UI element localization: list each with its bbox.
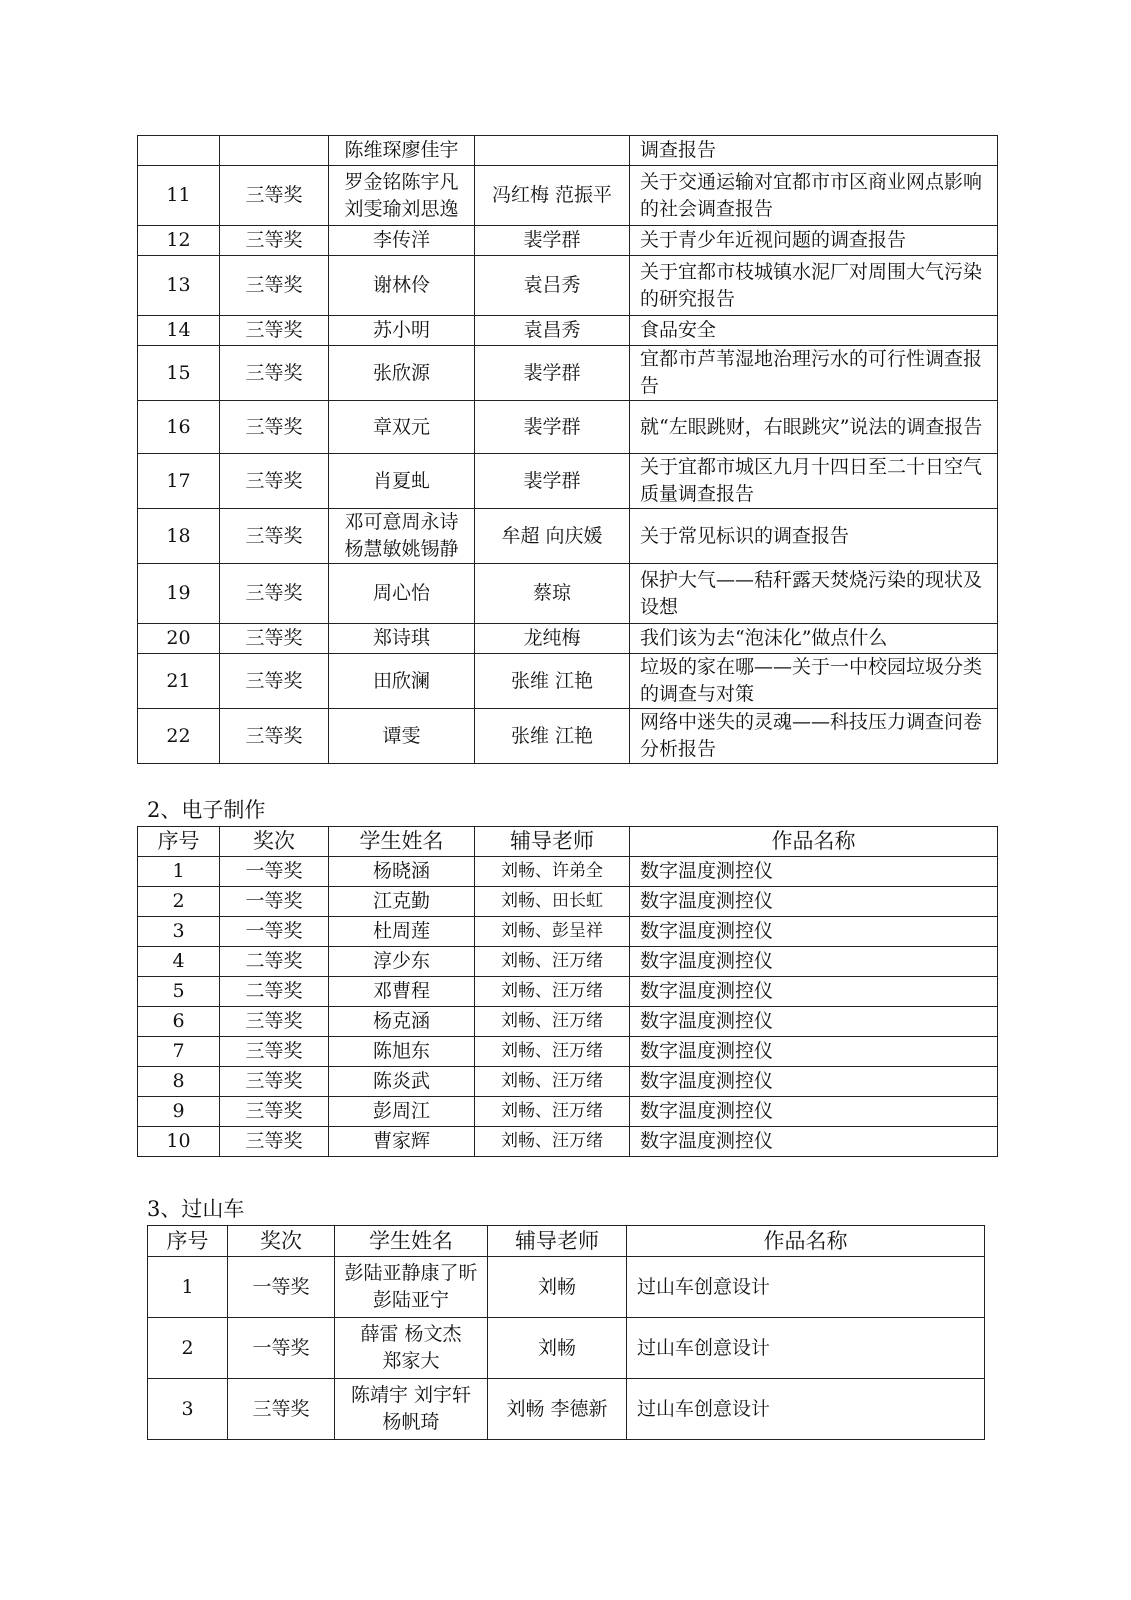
cell-no: 8 bbox=[138, 1067, 220, 1097]
cell-award: 三等奖 bbox=[220, 654, 329, 709]
cell-award: 三等奖 bbox=[220, 1037, 329, 1067]
table-row bbox=[138, 709, 998, 764]
cell-work: 关于交通运输对宜都市市区商业网点影响的社会调查报告 bbox=[630, 166, 998, 226]
table-row bbox=[138, 226, 998, 256]
cell-students: 杨克涵 bbox=[329, 1007, 475, 1037]
cell-teachers: 刘畅 李德新 bbox=[488, 1379, 627, 1440]
cell-work: 垃圾的家在哪——关于一中校园垃圾分类的调查与对策 bbox=[630, 654, 998, 709]
cell-students: 李传洋 bbox=[329, 226, 475, 256]
cell-award: 三等奖 bbox=[220, 226, 329, 256]
cell-teachers: 刘畅、汪万绪 bbox=[475, 947, 630, 977]
header-students: 学生姓名 bbox=[335, 1226, 488, 1257]
table-row bbox=[138, 857, 998, 887]
cell-work: 调查报告 bbox=[630, 136, 998, 166]
cell-award: 一等奖 bbox=[220, 887, 329, 917]
cell-no: 1 bbox=[148, 1257, 228, 1318]
cell-teachers: 冯红梅 范振平 bbox=[475, 166, 630, 226]
cell-no bbox=[138, 136, 220, 166]
cell-students: 谭雯 bbox=[329, 709, 475, 764]
cell-teachers: 裴学群 bbox=[475, 346, 630, 401]
cell-teachers: 刘畅、许弟全 bbox=[475, 857, 630, 887]
cell-award: 三等奖 bbox=[220, 1097, 329, 1127]
cell-no: 14 bbox=[138, 316, 220, 346]
cell-students: 邓可意周永诗 杨慧敏姚锡静 bbox=[329, 509, 475, 564]
cell-award: 三等奖 bbox=[228, 1379, 335, 1440]
cell-work: 数字温度测控仪 bbox=[630, 1037, 998, 1067]
table-row bbox=[138, 1127, 998, 1157]
cell-students: 陈维琛廖佳宇 bbox=[329, 136, 475, 166]
cell-no: 20 bbox=[138, 624, 220, 654]
cell-teachers: 刘畅 bbox=[488, 1318, 627, 1379]
cell-work: 数字温度测控仪 bbox=[630, 1127, 998, 1157]
cell-teachers: 裴学群 bbox=[475, 401, 630, 454]
table-row bbox=[138, 1007, 998, 1037]
cell-teachers: 刘畅、田长虹 bbox=[475, 887, 630, 917]
cell-award: 三等奖 bbox=[220, 346, 329, 401]
table-row bbox=[138, 1067, 998, 1097]
cell-award bbox=[220, 136, 329, 166]
cell-no: 13 bbox=[138, 256, 220, 316]
header-teachers: 辅导老师 bbox=[475, 827, 630, 857]
section-title-roller-coaster: 3、过山车 bbox=[147, 1197, 245, 1221]
cell-no: 1 bbox=[138, 857, 220, 887]
cell-award: 三等奖 bbox=[220, 624, 329, 654]
cell-students: 谢林伶 bbox=[329, 256, 475, 316]
cell-teachers: 张维 江艳 bbox=[475, 654, 630, 709]
cell-no: 2 bbox=[148, 1318, 228, 1379]
cell-students: 周心怡 bbox=[329, 564, 475, 624]
cell-no: 11 bbox=[138, 166, 220, 226]
table-row bbox=[148, 1379, 985, 1440]
cell-teachers: 袁吕秀 bbox=[475, 256, 630, 316]
cell-students: 肖夏虬 bbox=[329, 454, 475, 509]
cell-students: 苏小明 bbox=[329, 316, 475, 346]
cell-teachers: 刘畅、汪万绪 bbox=[475, 1097, 630, 1127]
cell-award: 三等奖 bbox=[220, 564, 329, 624]
cell-award: 三等奖 bbox=[220, 509, 329, 564]
table-header-row bbox=[138, 827, 998, 857]
cell-students: 郑诗琪 bbox=[329, 624, 475, 654]
cell-no: 2 bbox=[138, 887, 220, 917]
cell-work: 数字温度测控仪 bbox=[630, 887, 998, 917]
cell-work: 数字温度测控仪 bbox=[630, 1097, 998, 1127]
cell-students: 田欣澜 bbox=[329, 654, 475, 709]
cell-work: 关于宜都市城区九月十四日至二十日空气质量调查报告 bbox=[630, 454, 998, 509]
header-work: 作品名称 bbox=[630, 827, 998, 857]
table-row bbox=[138, 1037, 998, 1067]
table-row bbox=[148, 1257, 985, 1318]
cell-teachers: 张维 江艳 bbox=[475, 709, 630, 764]
cell-teachers: 刘畅、汪万绪 bbox=[475, 1007, 630, 1037]
table-row bbox=[138, 136, 998, 166]
table-row bbox=[148, 1318, 985, 1379]
cell-work: 数字温度测控仪 bbox=[630, 857, 998, 887]
header-no: 序号 bbox=[148, 1226, 228, 1257]
table-row bbox=[138, 454, 998, 509]
cell-work: 关于常见标识的调查报告 bbox=[630, 509, 998, 564]
cell-students: 陈旭东 bbox=[329, 1037, 475, 1067]
cell-award: 三等奖 bbox=[220, 709, 329, 764]
header-work: 作品名称 bbox=[627, 1226, 985, 1257]
cell-no: 7 bbox=[138, 1037, 220, 1067]
cell-no: 15 bbox=[138, 346, 220, 401]
table-row bbox=[138, 887, 998, 917]
cell-students: 彭陆亚静康了昕 彭陆亚宁 bbox=[335, 1257, 488, 1318]
table-row bbox=[138, 564, 998, 624]
table-row bbox=[138, 1097, 998, 1127]
cell-teachers: 牟超 向庆媛 bbox=[475, 509, 630, 564]
table-row bbox=[138, 977, 998, 1007]
cell-teachers bbox=[475, 136, 630, 166]
header-students: 学生姓名 bbox=[329, 827, 475, 857]
research-report-awards-table bbox=[137, 135, 998, 764]
roller-coaster-awards-table-body bbox=[148, 1257, 985, 1440]
cell-students: 彭周江 bbox=[329, 1097, 475, 1127]
cell-work: 过山车创意设计 bbox=[627, 1257, 985, 1318]
electronics-awards-table-body bbox=[138, 857, 998, 1157]
cell-students: 淳少东 bbox=[329, 947, 475, 977]
cell-no: 4 bbox=[138, 947, 220, 977]
cell-award: 三等奖 bbox=[220, 454, 329, 509]
research-report-awards-table-body bbox=[138, 136, 998, 764]
table-row bbox=[138, 346, 998, 401]
cell-award: 二等奖 bbox=[220, 947, 329, 977]
cell-no: 17 bbox=[138, 454, 220, 509]
cell-award: 三等奖 bbox=[220, 256, 329, 316]
cell-award: 三等奖 bbox=[220, 1067, 329, 1097]
cell-no: 16 bbox=[138, 401, 220, 454]
table-row bbox=[138, 166, 998, 226]
header-award: 奖次 bbox=[220, 827, 329, 857]
cell-work: 关于宜都市枝城镇水泥厂对周围大气污染的研究报告 bbox=[630, 256, 998, 316]
cell-students: 杜周莲 bbox=[329, 917, 475, 947]
cell-work: 我们该为去“泡沫化”做点什么 bbox=[630, 624, 998, 654]
cell-teachers: 刘畅、汪万绪 bbox=[475, 1067, 630, 1097]
cell-no: 3 bbox=[138, 917, 220, 947]
cell-no: 19 bbox=[138, 564, 220, 624]
cell-no: 10 bbox=[138, 1127, 220, 1157]
cell-work: 数字温度测控仪 bbox=[630, 1007, 998, 1037]
cell-award: 三等奖 bbox=[220, 166, 329, 226]
cell-work: 保护大气——秸秆露天焚烧污染的现状及设想 bbox=[630, 564, 998, 624]
cell-teachers: 刘畅、汪万绪 bbox=[475, 1037, 630, 1067]
cell-students: 陈炎武 bbox=[329, 1067, 475, 1097]
table-row bbox=[138, 947, 998, 977]
cell-work: 食品安全 bbox=[630, 316, 998, 346]
header-award: 奖次 bbox=[228, 1226, 335, 1257]
table-row bbox=[138, 316, 998, 346]
cell-teachers: 刘畅、彭呈祥 bbox=[475, 917, 630, 947]
section-title-electronics: 2、电子制作 bbox=[147, 798, 266, 822]
cell-students: 张欣源 bbox=[329, 346, 475, 401]
cell-award: 三等奖 bbox=[220, 316, 329, 346]
table-header-row bbox=[148, 1226, 985, 1257]
cell-work: 就“左眼跳财，右眼跳灾”说法的调查报告 bbox=[630, 401, 998, 454]
cell-award: 三等奖 bbox=[220, 401, 329, 454]
cell-work: 关于青少年近视问题的调查报告 bbox=[630, 226, 998, 256]
cell-work: 宜都市芦苇湿地治理污水的可行性调查报告 bbox=[630, 346, 998, 401]
cell-award: 三等奖 bbox=[220, 1007, 329, 1037]
cell-work: 过山车创意设计 bbox=[627, 1379, 985, 1440]
cell-teachers: 裴学群 bbox=[475, 454, 630, 509]
cell-teachers: 刘畅 bbox=[488, 1257, 627, 1318]
table-row bbox=[138, 917, 998, 947]
cell-award: 二等奖 bbox=[220, 977, 329, 1007]
cell-no: 6 bbox=[138, 1007, 220, 1037]
cell-students: 章双元 bbox=[329, 401, 475, 454]
cell-students: 薛雷 杨文杰 郑家大 bbox=[335, 1318, 488, 1379]
table-row bbox=[138, 401, 998, 454]
cell-no: 18 bbox=[138, 509, 220, 564]
cell-students: 邓曹程 bbox=[329, 977, 475, 1007]
cell-work: 数字温度测控仪 bbox=[630, 947, 998, 977]
cell-no: 12 bbox=[138, 226, 220, 256]
table-row bbox=[138, 624, 998, 654]
cell-students: 曹家辉 bbox=[329, 1127, 475, 1157]
cell-work: 网络中迷失的灵魂——科技压力调查问卷分析报告 bbox=[630, 709, 998, 764]
cell-award: 三等奖 bbox=[220, 1127, 329, 1157]
cell-teachers: 蔡琼 bbox=[475, 564, 630, 624]
cell-no: 9 bbox=[138, 1097, 220, 1127]
cell-students: 罗金铭陈宇凡 刘雯瑜刘思逸 bbox=[329, 166, 475, 226]
table-row bbox=[138, 654, 998, 709]
table-row bbox=[138, 509, 998, 564]
cell-teachers: 龙纯梅 bbox=[475, 624, 630, 654]
cell-work: 数字温度测控仪 bbox=[630, 1067, 998, 1097]
cell-work: 过山车创意设计 bbox=[627, 1318, 985, 1379]
cell-award: 一等奖 bbox=[220, 857, 329, 887]
header-teachers: 辅导老师 bbox=[488, 1226, 627, 1257]
cell-students: 杨晓涵 bbox=[329, 857, 475, 887]
cell-teachers: 裴学群 bbox=[475, 226, 630, 256]
cell-teachers: 刘畅、汪万绪 bbox=[475, 1127, 630, 1157]
cell-teachers: 刘畅、汪万绪 bbox=[475, 977, 630, 1007]
cell-students: 陈靖宇 刘宇轩 杨帆琦 bbox=[335, 1379, 488, 1440]
cell-teachers: 袁昌秀 bbox=[475, 316, 630, 346]
cell-award: 一等奖 bbox=[228, 1318, 335, 1379]
table-row bbox=[138, 256, 998, 316]
cell-no: 5 bbox=[138, 977, 220, 1007]
cell-work: 数字温度测控仪 bbox=[630, 977, 998, 1007]
roller-coaster-awards-table bbox=[147, 1225, 985, 1440]
electronics-awards-table bbox=[137, 826, 998, 1157]
cell-no: 3 bbox=[148, 1379, 228, 1440]
cell-no: 22 bbox=[138, 709, 220, 764]
cell-no: 21 bbox=[138, 654, 220, 709]
cell-award: 一等奖 bbox=[220, 917, 329, 947]
header-no: 序号 bbox=[138, 827, 220, 857]
cell-award: 一等奖 bbox=[228, 1257, 335, 1318]
cell-work: 数字温度测控仪 bbox=[630, 917, 998, 947]
cell-students: 江克勤 bbox=[329, 887, 475, 917]
